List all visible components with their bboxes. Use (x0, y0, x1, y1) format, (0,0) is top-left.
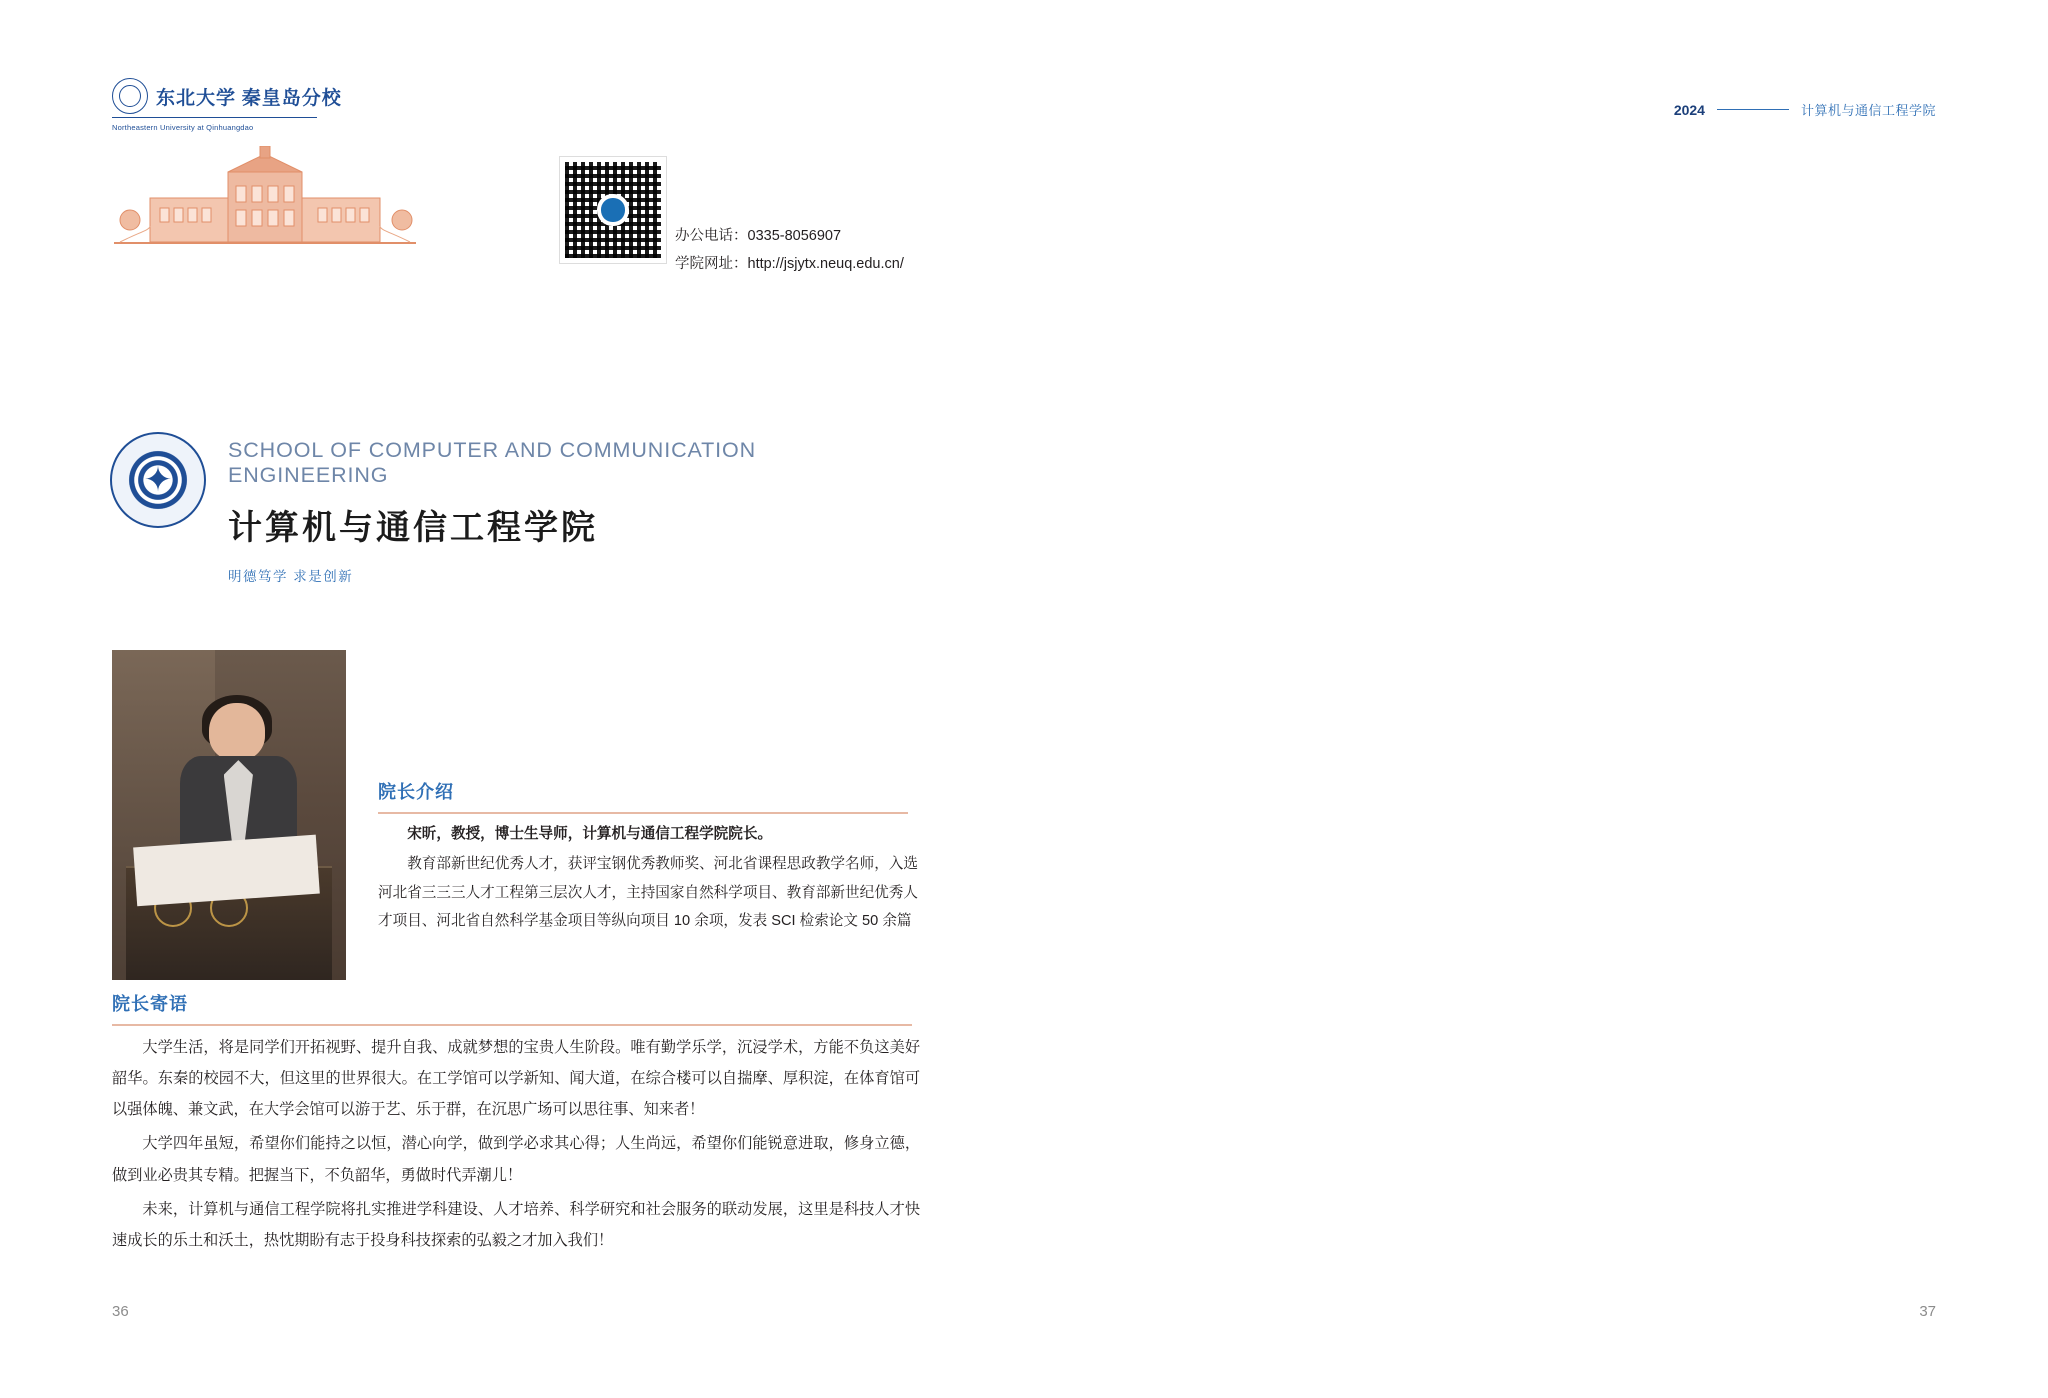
office-phone: 办公电话：0335-8056907 (675, 228, 842, 244)
school-brand (110, 432, 910, 585)
dean-message-heading: 院长寄语 (112, 990, 188, 1016)
header-divider (1717, 109, 1789, 110)
heading-underline (112, 1024, 912, 1026)
website-url[interactable]: 学院网址：http://jsjytx.neuq.edu.cn/ (675, 256, 904, 273)
emblem-star-icon: ✦ (143, 461, 173, 499)
dean-name-title: 宋昕，教授，博士生导师，计算机与通信工程学院院长。 (407, 826, 773, 842)
campus-building-illustration (110, 146, 420, 251)
header-school-name: 计算机与通信工程学院 (1800, 103, 1936, 118)
message-paragraph: 大学四年虽短，希望你们能持之以恒，潜心向学，做到学必求其心得；人生尚远，希望你们能锐意进取，修身立德，做到业必贵其专精。把握当下，不负韶华，勇做时代弄潮儿！ (112, 1135, 920, 1184)
logo-divider (112, 117, 317, 118)
qr-center-logo-icon (601, 198, 624, 221)
dean-intro-text (378, 820, 918, 938)
dean-portrait-photo (112, 650, 346, 980)
running-header (1674, 100, 1936, 119)
school-motto: 明德笃学 求是创新 (228, 569, 354, 584)
right-page (1024, 0, 2048, 1398)
page-number-right: 37 (1919, 1303, 1936, 1320)
university-logo-en: Northeastern University at Qinhuangdao (112, 123, 254, 132)
dean-intro-heading: 院长介绍 (378, 778, 454, 804)
dean-bio: 教育部新世纪优秀人才，获评宝钢优秀教师奖、河北省课程思政教学名师，入选河北省三三三人才工程第三层次人才，主持国家自然科学项目、教育部新世纪优秀人才项目、河北省自然科学基金项目等纵向项目 10 余项，发表 SCI 检索论文 50 余篇 (378, 856, 918, 930)
page-number-left: 36 (112, 1303, 129, 1320)
university-logo-cn: 东北大学 秦皇岛分校 (156, 87, 342, 109)
school-emblem-icon (110, 432, 206, 528)
school-name-en: SCHOOL OF COMPUTER AND COMMUNICATION ENGINEERING (228, 438, 757, 487)
message-paragraph: 未来，计算机与通信工程学院将扎实推进学科建设、人才培养、科学研究和社会服务的联动发展，这里是科技人才快速成长的乐土和沃土，热忱期盼有志于投身科技探索的弘毅之才加入我们！ (112, 1200, 920, 1249)
message-paragraph: 大学生活，将是同学们开拓视野、提升自我、成就梦想的宝贵人生阶段。唯有勤学乐学，沉浸学术，方能不负这美好韶华。东秦的校园不大，但这里的世界很大。在工学馆可以学新知、闻大道，在综合楼可以自揣摩、厚积淀，在体育馆可以强体魄、兼文武，在大学会馆可以游于艺、乐于群，在沉思广场可以思往事、知来者！ (112, 1039, 920, 1119)
contact-info (675, 222, 904, 279)
university-seal-icon (112, 78, 148, 114)
dean-message-text (112, 1032, 920, 1259)
wechat-qr-code[interactable] (560, 157, 666, 263)
header-year: 2024 (1673, 101, 1705, 118)
school-name-cn: 计算机与通信工程学院 (228, 509, 598, 547)
university-logo (112, 78, 342, 132)
heading-underline (378, 812, 908, 814)
